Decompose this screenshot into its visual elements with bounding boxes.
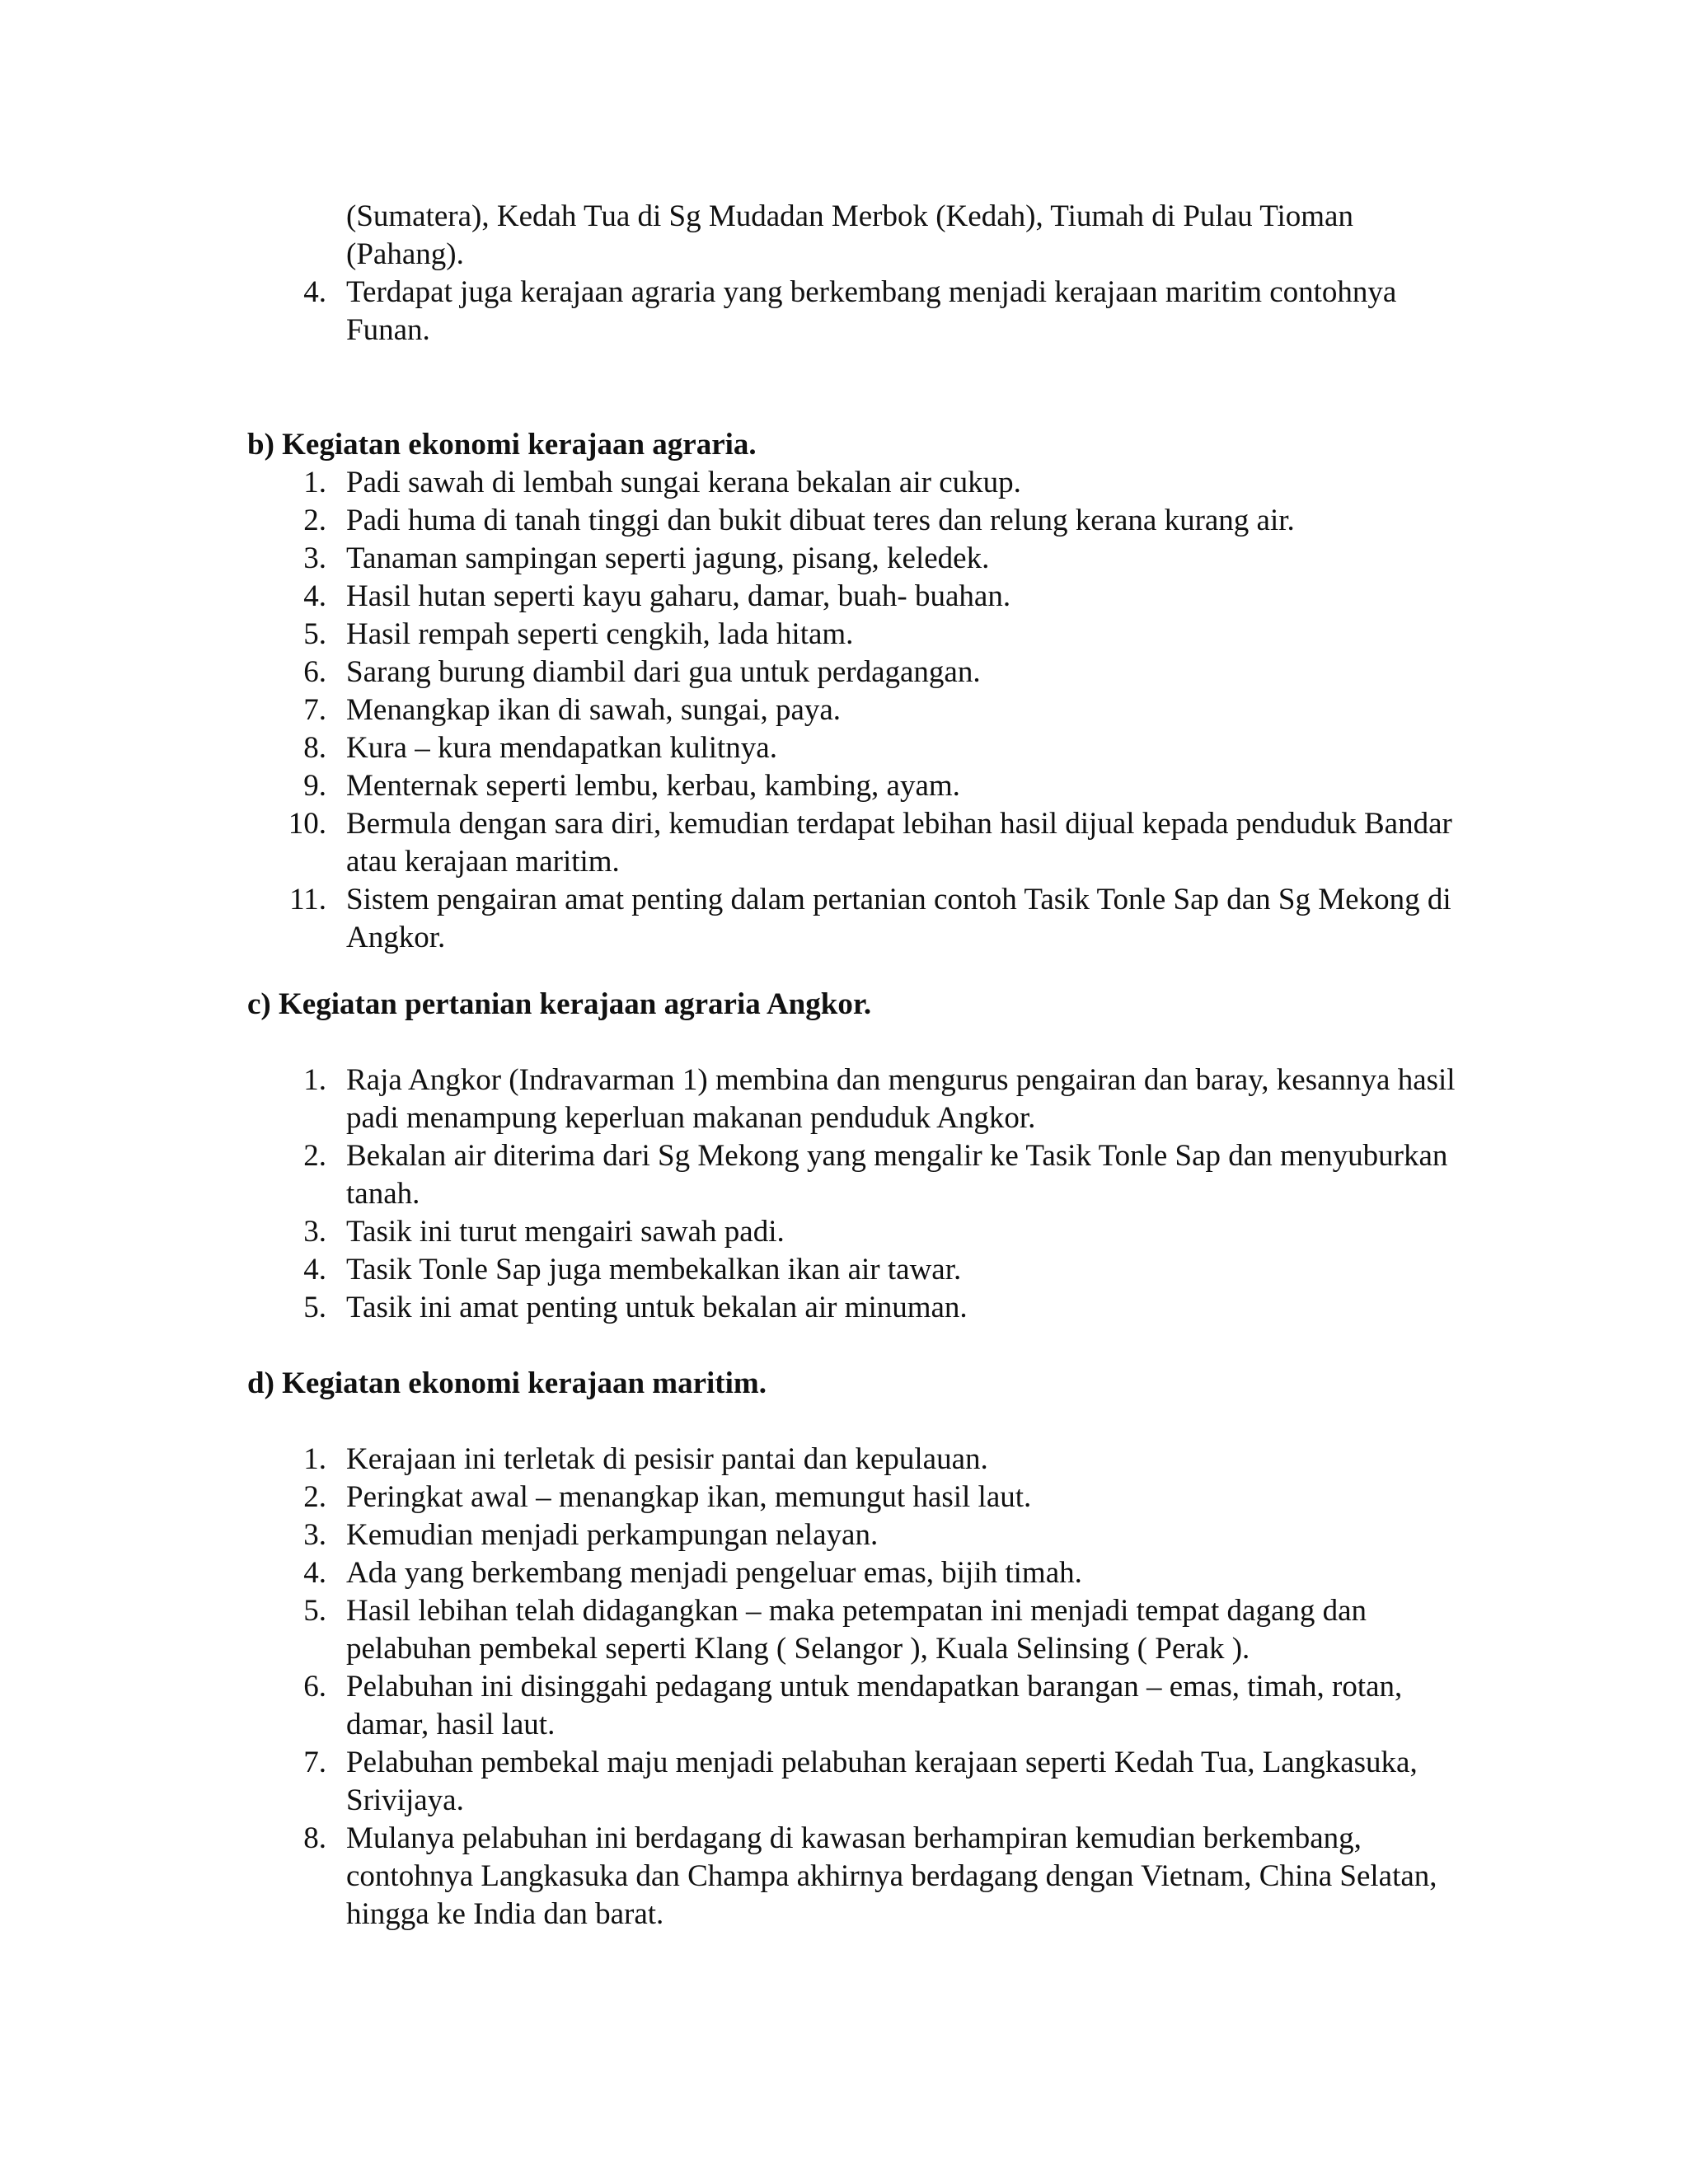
list-item — [247, 1441, 1459, 1479]
list-item — [247, 729, 1459, 767]
intro-list — [247, 274, 1459, 349]
list-item — [247, 1744, 1459, 1820]
section-b-heading: b) Kegiatan ekonomi kerajaan agraria. — [247, 428, 757, 462]
list-item — [247, 274, 1459, 349]
list-item — [247, 1062, 1459, 1137]
list-item-number: 2. — [303, 1139, 326, 1173]
list-item — [247, 540, 1459, 578]
list-item-number: 2. — [303, 1480, 326, 1514]
list-item — [247, 1592, 1459, 1668]
list-item-number: 11. — [289, 883, 326, 916]
list-item — [247, 1289, 1459, 1327]
list-item-text: Kerajaan ini terletak di pesisir pantai dan kepulauan. — [346, 1442, 988, 1476]
list-item-number: 7. — [303, 693, 326, 727]
section-b-list — [247, 464, 1459, 957]
list-item-text: Tanaman sampingan seperti jagung, pisang, keledek. — [346, 541, 990, 575]
list-item-text: Raja Angkor (Indravarman 1) membina dan mengurus pengairan dan baray, kesannya hasil padi menampung keperluan makanan penduduk Angkor. — [346, 1063, 1456, 1135]
list-item-number: 5. — [303, 1594, 326, 1628]
list-item-number: 6. — [303, 1670, 326, 1704]
section-c-heading: c) Kegiatan pertanian kerajaan agraria Angkor. — [247, 987, 872, 1021]
list-item-text: Sarang burung diambil dari gua untuk perdagangan. — [346, 655, 981, 689]
list-item — [247, 1137, 1459, 1213]
list-item-text: Mulanya pelabuhan ini berdagang di kawasan berhampiran kemudian berkembang, contohnya Langkasuka dan Champa akhirnya berdagang dengan Vietnam, China Selatan, hingga ke India dan barat. — [346, 1821, 1437, 1931]
list-item-text: Pelabuhan ini disinggahi pedagang untuk mendapatkan barangan – emas, timah, rotan, damar, hasil laut. — [346, 1670, 1403, 1741]
list-item-text: Bermula dengan sara diri, kemudian terdapat lebihan hasil dijual kepada penduduk Bandar atau kerajaan maritim. — [346, 807, 1452, 879]
section-d-heading: d) Kegiatan ekonomi kerajaan maritim. — [247, 1366, 767, 1400]
list-item-number: 8. — [303, 731, 326, 765]
list-item-text: Tasik ini turut mengairi sawah padi. — [346, 1215, 785, 1249]
list-item-text: Terdapat juga kerajaan agraria yang berkembang menjadi kerajaan maritim contohnya Funan. — [346, 275, 1397, 347]
list-item-text: Kura – kura mendapatkan kulitnya. — [346, 731, 777, 765]
list-item-number: 9. — [303, 769, 326, 803]
list-item-number: 3. — [303, 1518, 326, 1552]
list-item — [247, 1668, 1459, 1744]
list-item-number: 1. — [303, 1442, 326, 1476]
list-item-number: 8. — [303, 1821, 326, 1855]
list-item — [247, 1554, 1459, 1592]
list-item-text: Tasik Tonle Sap juga membekalkan ikan air tawar. — [346, 1253, 962, 1286]
list-item-number: 1. — [303, 1063, 326, 1097]
list-item — [247, 1820, 1459, 1933]
list-item-number: 6. — [303, 655, 326, 689]
list-item — [247, 502, 1459, 540]
list-item-text: Bekalan air diterima dari Sg Mekong yang mengalir ke Tasik Tonle Sap dan menyuburkan tanah. — [346, 1139, 1448, 1211]
list-item-text: Tasik ini amat penting untuk bekalan air minuman. — [346, 1291, 968, 1324]
list-item-number: 4. — [303, 1253, 326, 1286]
list-item-number: 4. — [303, 1556, 326, 1590]
list-item — [247, 654, 1459, 691]
list-item — [247, 578, 1459, 616]
list-item-text: Peringkat awal – menangkap ikan, memungut hasil laut. — [346, 1480, 1032, 1514]
list-item-number: 4. — [303, 275, 326, 309]
list-item-text: Menternak seperti lembu, kerbau, kambing, ayam. — [346, 769, 960, 803]
section-d-list — [247, 1441, 1459, 1933]
list-item — [247, 805, 1459, 881]
list-item-text: Pelabuhan pembekal maju menjadi pelabuhan kerajaan seperti Kedah Tua, Langkasuka, Srivijaya. — [346, 1746, 1418, 1817]
list-item — [247, 1516, 1459, 1554]
list-item-number: 3. — [303, 541, 326, 575]
list-item-text: Sistem pengairan amat penting dalam pertanian contoh Tasik Tonle Sap dan Sg Mekong di Angkor. — [346, 883, 1451, 954]
list-item-text: Padi huma di tanah tinggi dan bukit dibuat teres dan relung kerana kurang air. — [346, 504, 1295, 537]
list-item — [247, 767, 1459, 805]
list-item-number: 3. — [303, 1215, 326, 1249]
list-item — [247, 616, 1459, 654]
intro-continuation: (Sumatera), Kedah Tua di Sg Mudadan Merbok (Kedah), Tiumah di Pulau Tioman (Pahang). — [346, 199, 1353, 271]
list-item-number: 10. — [288, 807, 326, 841]
list-item-text: Ada yang berkembang menjadi pengeluar emas, bijih timah. — [346, 1556, 1082, 1590]
list-item-text: Menangkap ikan di sawah, sungai, paya. — [346, 693, 842, 727]
list-item-text: Padi sawah di lembah sungai kerana bekalan air cukup. — [346, 466, 1021, 499]
list-item — [247, 1479, 1459, 1516]
list-item-number: 4. — [303, 579, 326, 613]
list-item — [247, 1213, 1459, 1251]
list-item-number: 2. — [303, 504, 326, 537]
list-item-number: 7. — [303, 1746, 326, 1779]
list-item-text: Kemudian menjadi perkampungan nelayan. — [346, 1518, 879, 1552]
list-item — [247, 881, 1459, 957]
list-item — [247, 464, 1459, 502]
list-item-text: Hasil hutan seperti kayu gaharu, damar, buah- buahan. — [346, 579, 1011, 613]
list-item-number: 5. — [303, 617, 326, 651]
list-item-number: 5. — [303, 1291, 326, 1324]
list-item — [247, 1251, 1459, 1289]
list-item-number: 1. — [303, 466, 326, 499]
list-item-text: Hasil rempah seperti cengkih, lada hitam. — [346, 617, 854, 651]
list-item-text: Hasil lebihan telah didagangkan – maka petempatan ini menjadi tempat dagang dan pelabuhan pembekal seperti Klang ( Selangor ), Kuala Selinsing ( Perak ). — [346, 1594, 1367, 1666]
section-c-list — [247, 1062, 1459, 1327]
list-item — [247, 691, 1459, 729]
